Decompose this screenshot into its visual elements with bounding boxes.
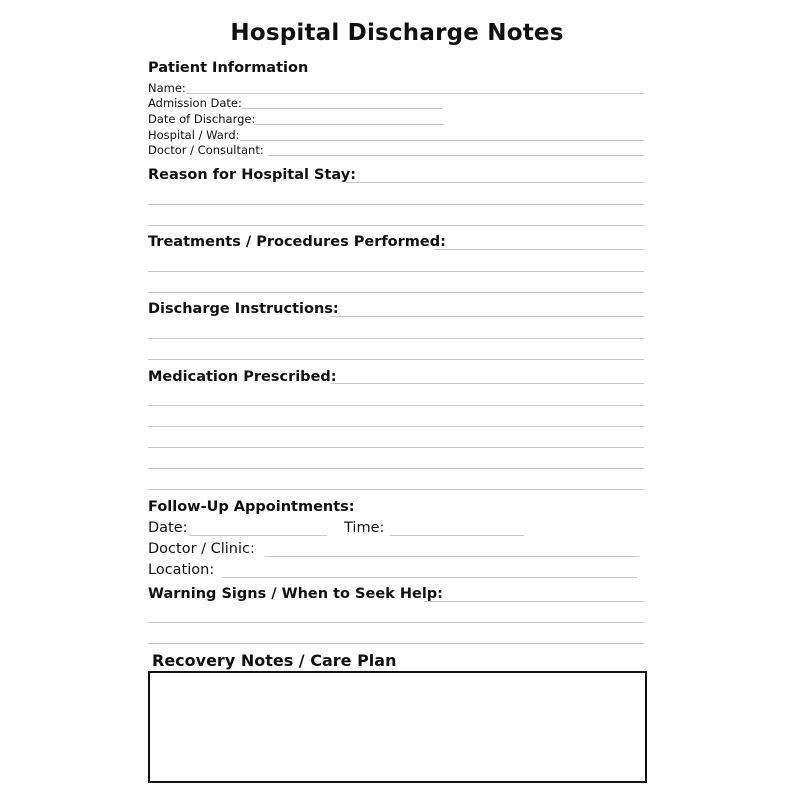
admission-date-line[interactable] bbox=[242, 108, 442, 109]
doctor-clinic-label: Doctor / Clinic: bbox=[148, 541, 255, 557]
medication-line[interactable] bbox=[148, 468, 644, 469]
follow-up-time-line[interactable] bbox=[390, 535, 524, 536]
doctor-consultant-line[interactable] bbox=[268, 155, 644, 156]
warning-signs-line[interactable] bbox=[148, 622, 644, 623]
recovery-notes-heading: Recovery Notes / Care Plan bbox=[152, 651, 397, 670]
admission-date-label: Admission Date: bbox=[148, 96, 242, 110]
date-of-discharge-label: Date of Discharge: bbox=[148, 112, 256, 126]
warning-signs-line[interactable] bbox=[424, 601, 644, 602]
treatments-line[interactable] bbox=[148, 292, 644, 293]
medication-heading: Medication Prescribed: bbox=[148, 369, 337, 385]
date-of-discharge-line[interactable] bbox=[254, 124, 444, 125]
treatments-heading: Treatments / Procedures Performed: bbox=[148, 234, 446, 250]
hospital-ward-label: Hospital / Ward: bbox=[148, 128, 240, 142]
medication-line[interactable] bbox=[148, 426, 644, 427]
medication-line[interactable] bbox=[148, 489, 644, 490]
warning-signs-line[interactable] bbox=[148, 643, 644, 644]
discharge-instructions-line[interactable] bbox=[148, 338, 644, 339]
name-label: Name: bbox=[148, 81, 186, 95]
patient-information-heading: Patient Information bbox=[148, 60, 309, 76]
follow-up-date-line[interactable] bbox=[190, 535, 327, 536]
follow-up-time-label: Time: bbox=[344, 520, 385, 536]
doctor-clinic-line[interactable] bbox=[265, 556, 639, 557]
reason-heading: Reason for Hospital Stay: bbox=[148, 167, 356, 183]
treatments-line[interactable] bbox=[148, 271, 644, 272]
location-line[interactable] bbox=[222, 577, 637, 578]
medication-line[interactable] bbox=[148, 405, 644, 406]
reason-line[interactable] bbox=[346, 182, 644, 183]
medication-line[interactable] bbox=[331, 383, 644, 384]
follow-up-date-label: Date: bbox=[148, 520, 188, 536]
treatments-line[interactable] bbox=[434, 249, 644, 250]
recovery-notes-box[interactable] bbox=[148, 671, 647, 783]
doctor-consultant-label: Doctor / Consultant: bbox=[148, 143, 264, 157]
location-label: Location: bbox=[148, 562, 215, 578]
discharge-instructions-heading: Discharge Instructions: bbox=[148, 301, 339, 317]
reason-line[interactable] bbox=[148, 225, 644, 226]
discharge-instructions-line[interactable] bbox=[330, 316, 644, 317]
warning-signs-heading: Warning Signs / When to Seek Help: bbox=[148, 586, 443, 602]
page-title: Hospital Discharge Notes bbox=[230, 20, 564, 46]
medication-line[interactable] bbox=[148, 447, 644, 448]
discharge-instructions-line[interactable] bbox=[148, 359, 644, 360]
name-line[interactable] bbox=[186, 93, 644, 94]
hospital-ward-line[interactable] bbox=[240, 140, 644, 141]
follow-up-heading: Follow-Up Appointments: bbox=[148, 499, 355, 515]
reason-line[interactable] bbox=[148, 204, 644, 205]
